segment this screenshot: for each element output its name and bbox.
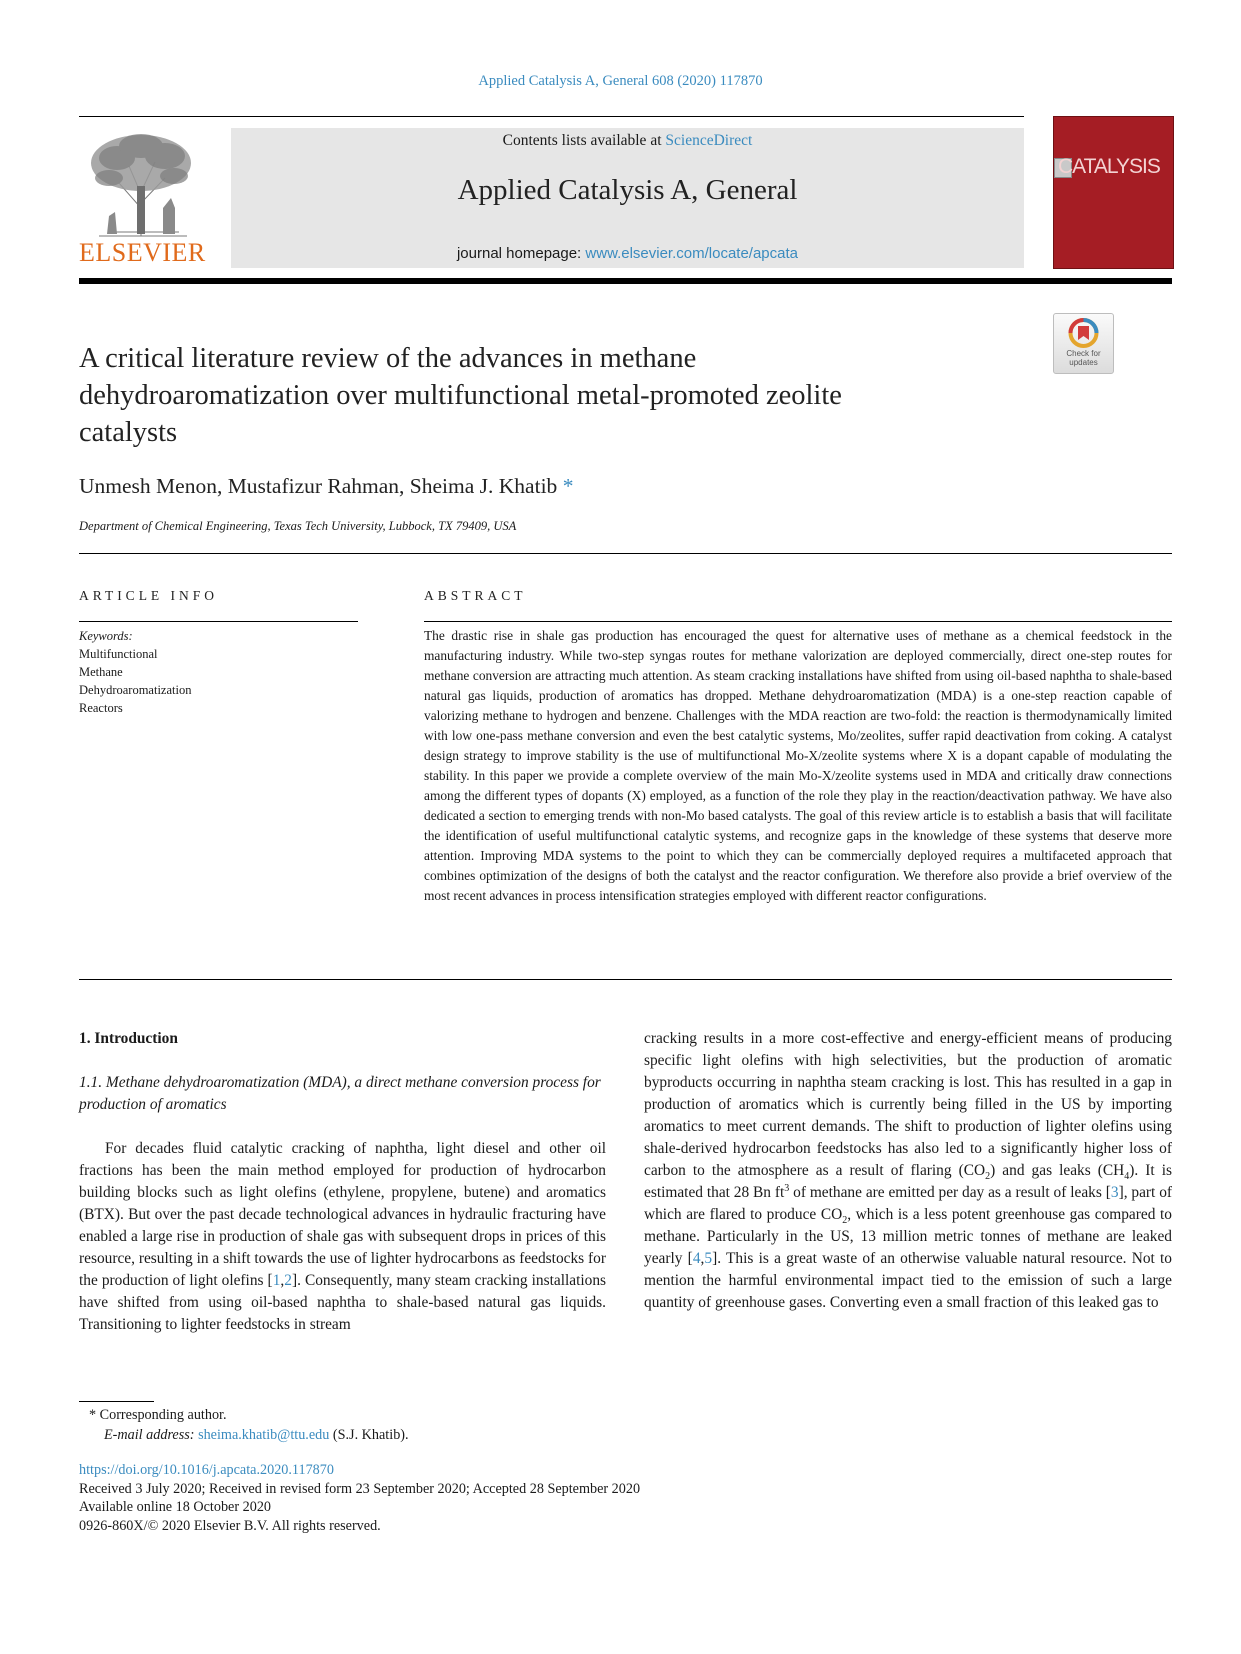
- available-online: Available online 18 October 2020: [79, 1499, 272, 1515]
- email-link[interactable]: sheima.khatib@ttu.edu: [198, 1427, 330, 1443]
- journal-title: Applied Catalysis A, General: [457, 174, 798, 206]
- contents-prefix: Contents lists available at: [502, 132, 662, 149]
- check-for-updates-button[interactable]: [1053, 313, 1114, 374]
- corresponding-author-mark[interactable]: *: [562, 474, 574, 498]
- reference-separator: ,: [700, 1250, 705, 1267]
- keywords-label: Keywords:: [79, 629, 133, 643]
- keywords-block: [79, 627, 358, 717]
- reference-link[interactable]: 4: [692, 1250, 701, 1267]
- top-rule: [79, 116, 1024, 117]
- footnote-email: [79, 1425, 779, 1445]
- keyword-item: Reactors: [79, 701, 123, 715]
- reference-link[interactable]: 3: [1110, 1184, 1119, 1201]
- elsevier-wordmark: ELSEVIER: [79, 238, 206, 267]
- body-column-left: [79, 1028, 606, 1336]
- author-list: Unmesh Menon, Mustafizur Rahman, Sheima J. Khatib: [79, 474, 558, 498]
- subsection-heading: 1.1. Methane dehydroaromatization (MDA), a direct methane conversion process for production of aromatics: [79, 1074, 601, 1113]
- abstract-rule: [424, 621, 1172, 622]
- contents-line: [231, 132, 1024, 150]
- check-updates-line1: Check for: [1066, 349, 1101, 358]
- abstract-bottom-rule: [79, 979, 1172, 980]
- footnote-corresponding-text: Corresponding author.: [99, 1407, 227, 1423]
- article-metadata: [79, 1461, 979, 1535]
- footnote: [79, 1405, 779, 1445]
- header-thick-rule: [79, 278, 1172, 284]
- affiliation-rule: [79, 553, 1172, 554]
- paragraph-text: ], part of which are flared to produce CO: [644, 1184, 1173, 1223]
- article-info-heading: ARTICLE INFO: [79, 588, 219, 603]
- body-paragraph: [644, 1028, 1172, 1314]
- body-paragraph: [79, 1138, 606, 1336]
- reference-separator: ,: [280, 1272, 285, 1289]
- paragraph-text: ]. This is a great waste of an otherwise valuable natural resource. Not to mention the harmful environmental impact tied to the emission of such a large quantity of greenhouse gases. Converting even a small fraction of this leaked gas to: [644, 1250, 1172, 1311]
- author-affiliation: Department of Chemical Engineering, Texas Tech University, Lubbock, TX 79409, USA: [79, 519, 517, 533]
- homepage-link[interactable]: www.elsevier.com/locate/apcata: [585, 245, 799, 262]
- paragraph-text: of methane are emitted per day as a result of leaks [: [789, 1184, 1111, 1201]
- keyword-item: Multifunctional: [79, 647, 158, 661]
- subscript: 2: [985, 1171, 991, 1183]
- subscript: 4: [1124, 1171, 1130, 1183]
- keyword-item: Methane: [79, 665, 123, 679]
- reference-link[interactable]: 2: [284, 1272, 292, 1289]
- check-updates-line2: updates: [1069, 357, 1098, 367]
- article-authors: [79, 474, 979, 499]
- paragraph-text: ). It is estimated that 28 Bn ft: [644, 1162, 1172, 1201]
- journal-masthead: [231, 128, 1024, 268]
- paragraph-text: , which is a less potent greenhouse gas compared to methane. Particularly in the US, 13 million metric tonnes of methane are leaked yearly [: [644, 1206, 1172, 1267]
- section-heading: 1. Introduction: [79, 1030, 178, 1047]
- keyword-item: Dehydroaromatization: [79, 683, 192, 697]
- copyright: 0926-860X/© 2020 Elsevier B.V. All rights reserved.: [79, 1517, 381, 1534]
- abstract-text: The drastic rise in shale gas production has encouraged the quest for alternative uses of methane as a chemical feedstock in the manufacturing industry. While two-step syngas routes for methane valorization are deployed commercially, direct one-step routes for methane conversion are attracting much attention. As steam cracking installations have shifted from using oil-based naphtha to shale-based natural gas liquids, production of aromatics has dropped. Methane dehydroaromatization (MDA) is a one-step reaction capable of valorizing methane to hydrogen and benzene. Challenges with the MDA reaction are two-fold: the reaction is thermodynamically limited with low one-pass methane conversion and even the best catalytic systems, Mo/zeolites, suffer rapid deactivation from coking. A catalyst design strategy to improve stability is the use of multifunctional Mo-X/zeolite systems where X is a dopant capable of modulating the stability. In this paper we provide a complete overview of the main Mo-X/zeolite systems used in MDA and critically draw connections among the different types of dopants (X) employed, as a function of the role they play in the reaction/deactivation pathway. We have also dedicated a section to emerging trends with non-Mo based catalysts. The goal of this review article is to establish a basis that will facilitate the identification of useful multifunctional catalytic systems, and recognize gaps in the knowledge of these systems that deserve more attention. Improving MDA systems to the point to which they can be commercially deployed requires a multifaceted approach that combines optimization of the designs of both the catalyst and the reactor configuration. We therefore also provide a brief overview of the most recent advances in process intensification strategies employed with different reactor configurations.: [424, 628, 1172, 903]
- tree-logo-icon: [79, 128, 204, 240]
- check-updates-icon: [1054, 316, 1113, 352]
- received-dates: Received 3 July 2020; Received in revised form 23 September 2020; Accepted 28 September 2020: [79, 1480, 641, 1497]
- elsevier-logo[interactable]: [79, 128, 204, 268]
- reference-link[interactable]: 5: [704, 1250, 713, 1267]
- footnote-rule: [79, 1401, 154, 1402]
- body-column-right: [644, 1028, 1172, 1314]
- superscript: 3: [784, 1182, 790, 1194]
- paragraph-text: cracking results in a more cost-effective and energy-efficient means of producing specific light olefins with high selectivities, but the production of aromatic byproducts occurring in naphtha steam cracking is lost. This has resulted in a gap in production of aromatics which is currently being filled in the US by importing aromatics to meet current demands. The shift to production of lighter olefins using shale-derived hydrocarbon feedstocks has also led to a significantly higher loss of carbon to the atmosphere as a result of flaring (CO: [644, 1030, 1172, 1179]
- paragraph-text: ) and gas leaks (CH: [990, 1162, 1125, 1179]
- journal-citation[interactable]: Applied Catalysis A, General 608 (2020) 117870: [478, 73, 763, 89]
- check-updates-label: [1054, 350, 1113, 367]
- reference-link[interactable]: 1: [272, 1272, 281, 1289]
- abstract-heading: ABSTRACT: [424, 588, 527, 603]
- article-title: A critical literature review of the advances in methane dehydroaromatization over multifunctional metal-promoted zeolite catalysts: [79, 343, 842, 448]
- journal-cover[interactable]: [1053, 116, 1174, 269]
- doi-link[interactable]: https://doi.org/10.1016/j.apcata.2020.117870: [79, 1462, 334, 1478]
- journal-homepage: [231, 245, 1024, 262]
- email-label: E-mail address:: [104, 1427, 195, 1443]
- sciencedirect-link[interactable]: ScienceDirect: [665, 132, 753, 149]
- footnote-corresponding: [79, 1405, 779, 1425]
- paragraph-text: For decades fluid catalytic cracking of naphtha, light diesel and other oil fractions has been the main method employed for production of hydrocarbon building blocks such as light olefins (ethylene, propylene, butene) and aromatics (BTX). But over the past decade technological advances in hydraulic fracturing have enabled a large rise in production of shale gas with subsequent drops in prices of this resource, resulting in a shift towards the use of lighter hydrocarbons as feedstocks for the production of light olefins [: [79, 1140, 606, 1289]
- article-info-rule: [79, 621, 358, 622]
- subscript: 2: [842, 1215, 848, 1227]
- footnote-mark: *: [89, 1407, 97, 1423]
- cover-wordmark: CATALYSIS: [1058, 155, 1160, 178]
- homepage-prefix: journal homepage:: [456, 245, 582, 262]
- email-owner: (S.J. Khatib).: [332, 1427, 409, 1443]
- paragraph-text: ]. Consequently, many steam cracking installations have shifted from using oil-based naphtha to shale-based natural gas liquids. Transitioning to lighter feedstocks in stream: [79, 1272, 607, 1333]
